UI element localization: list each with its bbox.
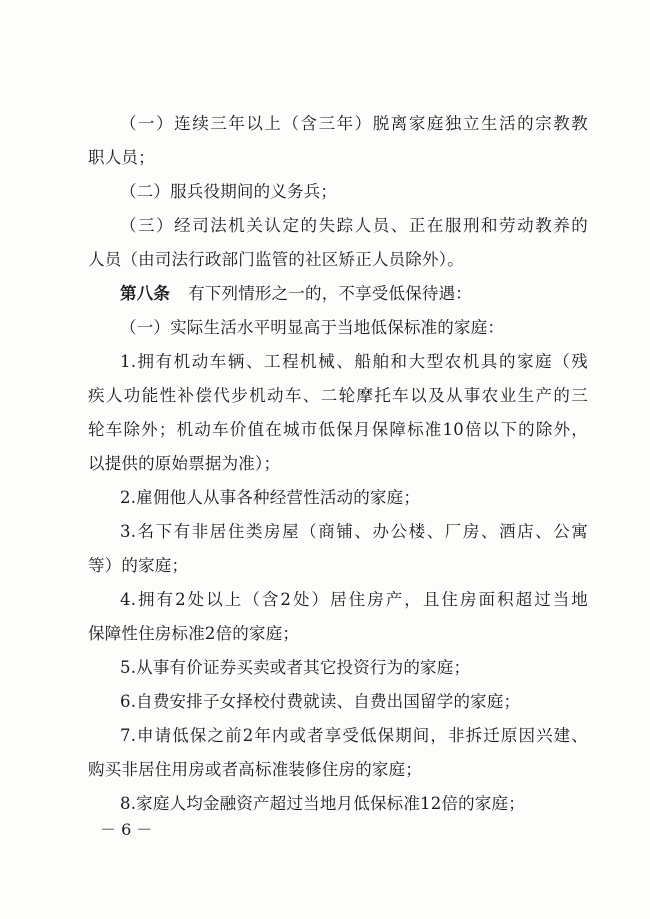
text-line: （三）经司法机关认定的失踪人员、正在服刑和劳动教养的	[120, 216, 588, 235]
text-line: 轮车除外；机动车价值在城市低保月保障标准10倍以下的除外，	[88, 420, 588, 439]
text-line: 6.自费安排子女择校付费就读、自费出国留学的家庭；	[120, 692, 521, 711]
text-line: 人员（由司法行政部门监管的社区矫正人员除外）。	[88, 250, 464, 269]
article-label: 第八条	[120, 284, 171, 303]
text-line: （二）服兵役期间的义务兵；	[120, 182, 338, 201]
text-line: （一）实际生活水平明显高于当地低保标准的家庭：	[120, 318, 505, 337]
page-number: － 6 －	[100, 820, 153, 839]
text-line: 等）的家庭；	[88, 556, 189, 575]
article-text: 有下列情形之一的，不享受低保待遇：	[188, 284, 473, 303]
text-line: 1.拥有机动车辆、工程机械、船舶和大型农机具的家庭（残	[120, 352, 588, 371]
text-line: 2.雇佣他人从事各种经营性活动的家庭；	[120, 488, 421, 507]
text-line: 5.从事有价证券买卖或者其它投资行为的家庭；	[120, 658, 471, 677]
text-line: 7.申请低保之前2年内或者享受低保期间，非拆迁原因兴建、	[120, 726, 588, 745]
article-heading-line	[120, 283, 472, 305]
text-line: 职人员；	[88, 148, 155, 167]
text-line: 以提供的原始票据为准）；	[88, 454, 281, 473]
text-line: （一）连续三年以上（含三年）脱离家庭独立生活的宗教教	[120, 114, 588, 133]
text-line: 4.拥有2处以上（含2处）居住房产，且住房面积超过当地	[120, 590, 588, 609]
text-line: 购买非居住用房或者高标准装修住房的家庭；	[88, 760, 422, 779]
text-line: 3.名下有非居住类房屋（商铺、办公楼、厂房、酒店、公寓	[120, 522, 588, 541]
text-line: 疾人功能性补偿代步机动车、二轮摩托车以及从事农业生产的三	[88, 386, 588, 405]
text-line: 保障性住房标准2倍的家庭；	[88, 624, 300, 643]
text-line: 8.家庭人均金融资产超过当地月低保标准12倍的家庭；	[120, 794, 525, 813]
